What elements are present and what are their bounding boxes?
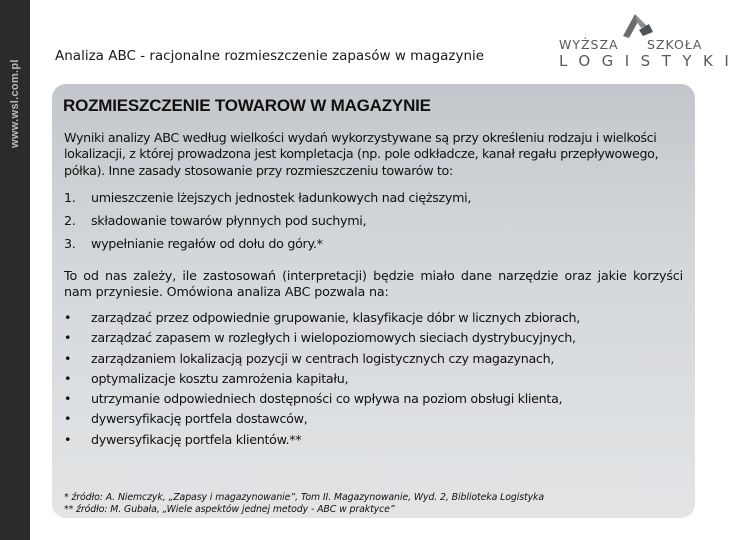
- footnotes: [64, 492, 684, 515]
- bullet-text: dywersyfikację portfela dostawców,: [91, 411, 308, 427]
- bullet-text: optymalizacje kosztu zamrożenia kapitału,: [91, 370, 349, 386]
- bullet-list: [64, 310, 684, 452]
- footnote-2: ** źródło: M. Gubała, „Wiele aspektów jednej metody - ABC w praktyce”: [64, 503, 395, 515]
- bullet-icon: •: [64, 350, 72, 366]
- list-number: 2.: [64, 213, 76, 228]
- logo-word-logistyki: LOGISTYKI: [559, 52, 740, 70]
- numbered-list: [64, 190, 684, 259]
- list-item: [64, 432, 684, 452]
- list-item: [64, 351, 684, 371]
- list-item: [64, 371, 684, 391]
- bullet-icon: •: [64, 370, 72, 386]
- bullet-text: zarządzać przez odpowiednie grupowanie, klasyfikacje dóbr w licznych zbiorach,: [91, 310, 580, 325]
- bullet-icon: •: [64, 431, 72, 447]
- school-logo: [557, 10, 740, 70]
- list-item: [64, 310, 684, 330]
- bullet-icon: •: [64, 330, 72, 346]
- bullet-icon: •: [64, 391, 72, 407]
- intro-paragraph: Wyniki analizy ABC według wielkości wydań wykorzystywane są przy określeniu rodzaju i wielkości lokalizacji, z której prowadzona jest kompletacja (np. pole odkładcze, kanał regału przepływowego, półka). Inne zasady stosowanie przy rozmieszczeniu towarów to:: [64, 130, 659, 178]
- list-item: [64, 391, 684, 411]
- section-title: ROZMIESZCZENIE TOWAROW W MAGAZYNIE: [63, 96, 431, 115]
- summary-paragraph: To od nas zależy, ile zastosowań (interpretacji) będzie miało dane narzędzie oraz jakie korzyści nam przyniesie. Omówiona analiza ABC pozwala na:: [64, 268, 683, 300]
- list-number: 3.: [64, 236, 76, 251]
- list-item: [64, 411, 684, 431]
- list-item: [64, 213, 684, 236]
- header-title: Analiza ABC - racjonalne rozmieszczenie zapasów w magazynie: [55, 48, 485, 64]
- bullet-text: utrzymanie odpowiedniech dostępności co wpływa na poziom obsługi klienta,: [91, 391, 563, 407]
- logo-word-szkola: SZKOŁA: [647, 37, 703, 52]
- list-item: [64, 190, 684, 213]
- list-text: wypełnianie regałów od dołu do góry.*: [91, 236, 323, 251]
- logo-word-wyzsza: WYŻSZA: [559, 37, 619, 52]
- left-sidebar-bar: [0, 0, 30, 540]
- list-text: składowanie towarów płynnych pod suchymi,: [91, 213, 367, 228]
- list-number: 1.: [64, 190, 76, 205]
- list-item: [64, 330, 684, 350]
- bullet-text: zarządzaniem lokalizacją pozycji w centrach logistycznych czy magazynach,: [91, 350, 555, 366]
- bullet-icon: •: [64, 411, 72, 427]
- sidebar-url-text: www.wsl.com.pl: [9, 59, 21, 148]
- bullet-text: zarządzać zapasem w rozległych i wielopoziomowych sieciach dystrybucyjnych,: [91, 330, 576, 346]
- list-text: umieszczenie lżejszych jednostek ładunkowych nad cięższymi,: [91, 190, 472, 205]
- bullet-icon: •: [64, 310, 72, 325]
- bullet-text: dywersyfikację portfela klientów.**: [91, 431, 302, 447]
- footnote-1: * źródło: A. Niemczyk, „Zapasy i magazynowanie”, Tom II. Magazynowanie, Wyd. 2, Biblioteka Logistyka: [64, 492, 545, 503]
- logo-emblem-icon: [615, 10, 657, 40]
- list-item: [64, 236, 684, 259]
